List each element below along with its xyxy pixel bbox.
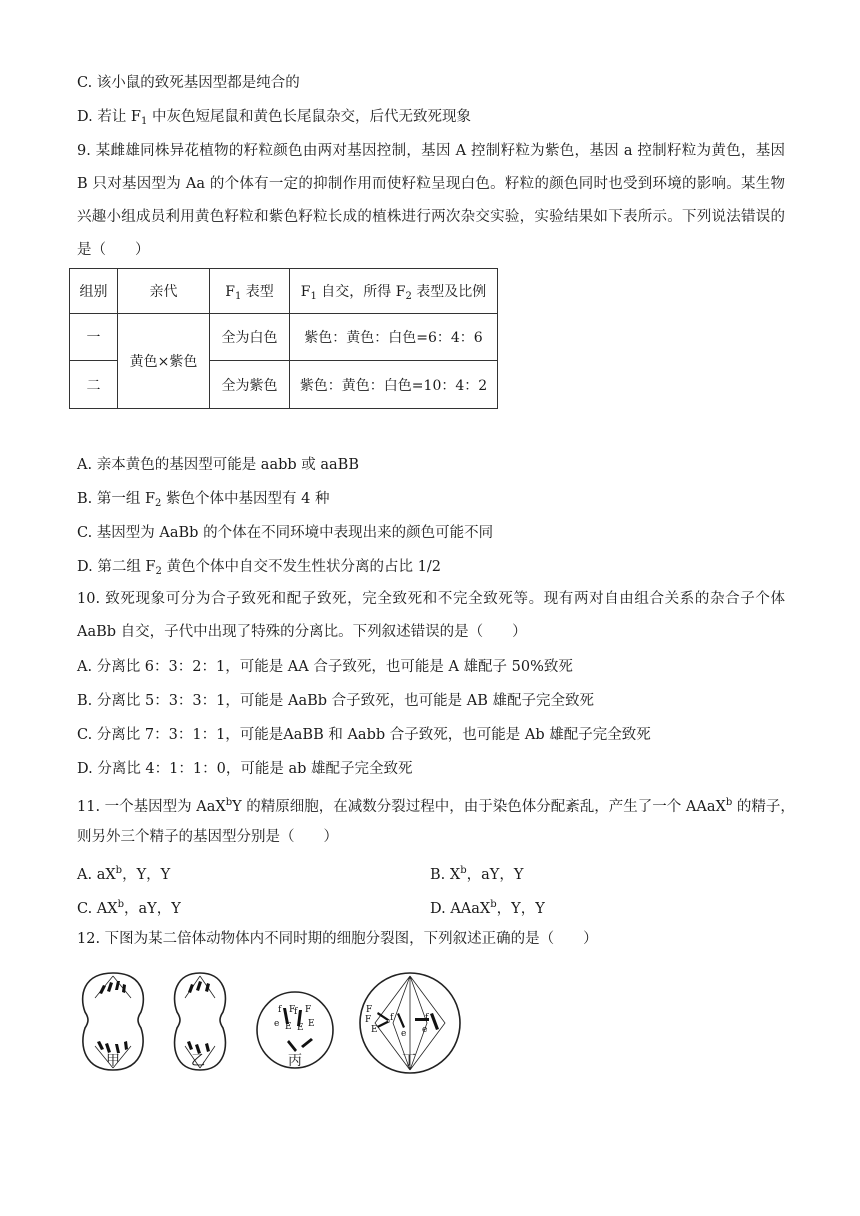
q9-option-a: A. 亲本黄色的基因型可能是 aabb 或 aaBB <box>77 457 359 473</box>
row2-group: 二 <box>70 361 118 409</box>
figure-label-bing: 丙 <box>288 1053 302 1069</box>
row2-f1: 全为紫色 <box>210 361 290 409</box>
header-group: 组别 <box>70 269 118 314</box>
q10-option-c: C. 分离比 7：3：1：1，可能是AaBB 和 Aabb 合子致死，也可能是 Ab 雄配子完全致死 <box>77 727 651 743</box>
q10-stem: 10. 致死现象可分为合子致死和配子致死，完全致死和不完全致死等。现有两对自由组合关系的杂合子个体 AaBb 自交，子代中出现了特殊的分离比。下列叙述错误的是（ ） <box>77 591 785 640</box>
q9-results-table <box>69 268 498 409</box>
chrom-letter: E <box>297 1023 304 1033</box>
q10-option-b: B. 分离比 5：3：3：1，可能是 AaBb 合子致死，也可能是 AB 雄配子完全致死 <box>77 693 594 709</box>
chrom-letter: f <box>425 1013 429 1023</box>
chrom-letter: e <box>422 1025 428 1035</box>
q11-option-b: B. $X^b$，aY，Y <box>430 865 524 883</box>
row2-f2: 紫色：黄色：白色=10：4：2 <box>290 361 498 409</box>
q9-stem: 9. 某雌雄同株异花植物的籽粒颜色由两对基因控制，基因 A 控制籽粒为紫色，基因 a 控制籽粒为黄色，基因 B 只对基因型为 Aa 的个体有一定的抑制作用而使籽粒呈现白色。籽粒的颜色同时也受到环境的影响。某生物兴趣小组成员利用黄色籽粒和紫色籽粒长成的植株进行两次杂交实验，实验结果如下表所示。下列说法错误的是（ ） <box>77 143 785 258</box>
q11-stem-line1: 11. 一个基因型为 AaX$^b$Y 的精原细胞，在减数分裂过程中，由于染色体分配紊乱，产生了一个 AAaX$^b$ 的精子， <box>77 797 795 815</box>
row1-group: 一 <box>70 314 118 361</box>
chrom-letter: f <box>278 1005 282 1015</box>
q11-option-d: D. AAaX$^b$，Y，Y <box>430 899 545 917</box>
q11-option-c: C. $AX^b$，aY，Y <box>77 899 181 917</box>
chrom-letter: E <box>285 1022 292 1032</box>
row1-f1: 全为白色 <box>210 314 290 361</box>
chrom-letter: E <box>371 1025 378 1035</box>
chrom-letter: f <box>390 1013 394 1023</box>
q8-option-d: D. 若让 $F_1$ 中灰色短尾鼠和黄色长尾鼠杂交，后代无致死现象 <box>77 109 471 127</box>
q9-option-d: D. 第二组 $F_2$ 黄色个体中自交不发生性状分离的占比 1/2 <box>77 559 441 577</box>
q9-option-b: B. 第一组 $F_2$ 紫色个体中基因型有 4 种 <box>77 491 330 509</box>
chrom-letter: F <box>305 1005 312 1015</box>
chrom-letter: F <box>289 1005 296 1015</box>
q10-option-d: D. 分离比 4：1：1：0，可能是 ab 雄配子完全致死 <box>77 761 413 777</box>
q8-option-c: C. 该小鼠的致死基因型都是纯合的 <box>77 75 300 91</box>
row1-f2: 紫色：黄色：白色=6：4：6 <box>290 314 498 361</box>
figure-label-ding: 丁 <box>402 1053 416 1069</box>
chrom-letter: F <box>365 1015 372 1025</box>
figure-label-yi: 乙 <box>191 1053 205 1069</box>
q9-option-c: C. 基因型为 AaBb 的个体在不同环境中表现出来的颜色可能不同 <box>77 525 494 541</box>
chrom-letter: e <box>401 1029 407 1039</box>
chrom-letter: f <box>294 1007 298 1017</box>
parent-cell: 黄色×紫色 <box>118 314 210 409</box>
q11-stem-line2: 则另外三个精子的基因型分别是（ ） <box>77 829 338 845</box>
figure-label-jia: 甲 <box>106 1053 120 1069</box>
chrom-letter: F <box>366 1005 373 1015</box>
header-f2: $F_1$ 自交，所得 $F_2$ 表型及比例 <box>290 269 498 314</box>
header-f1: $F_1$ 表型 <box>210 269 290 314</box>
chrom-letter: E <box>308 1019 315 1029</box>
q11-option-a: A. $aX^b$，Y，Y <box>77 865 171 883</box>
q12-stem: 12. 下图为某二倍体动物体内不同时期的细胞分裂图，下列叙述正确的是（ ） <box>77 931 598 947</box>
q10-option-a: A. 分离比 6：3：2：1，可能是 AA 合子致死，也可能是 A 雄配子 50%致死 <box>77 659 573 675</box>
chrom-letter: e <box>274 1019 280 1029</box>
header-parent: 亲代 <box>118 269 210 314</box>
